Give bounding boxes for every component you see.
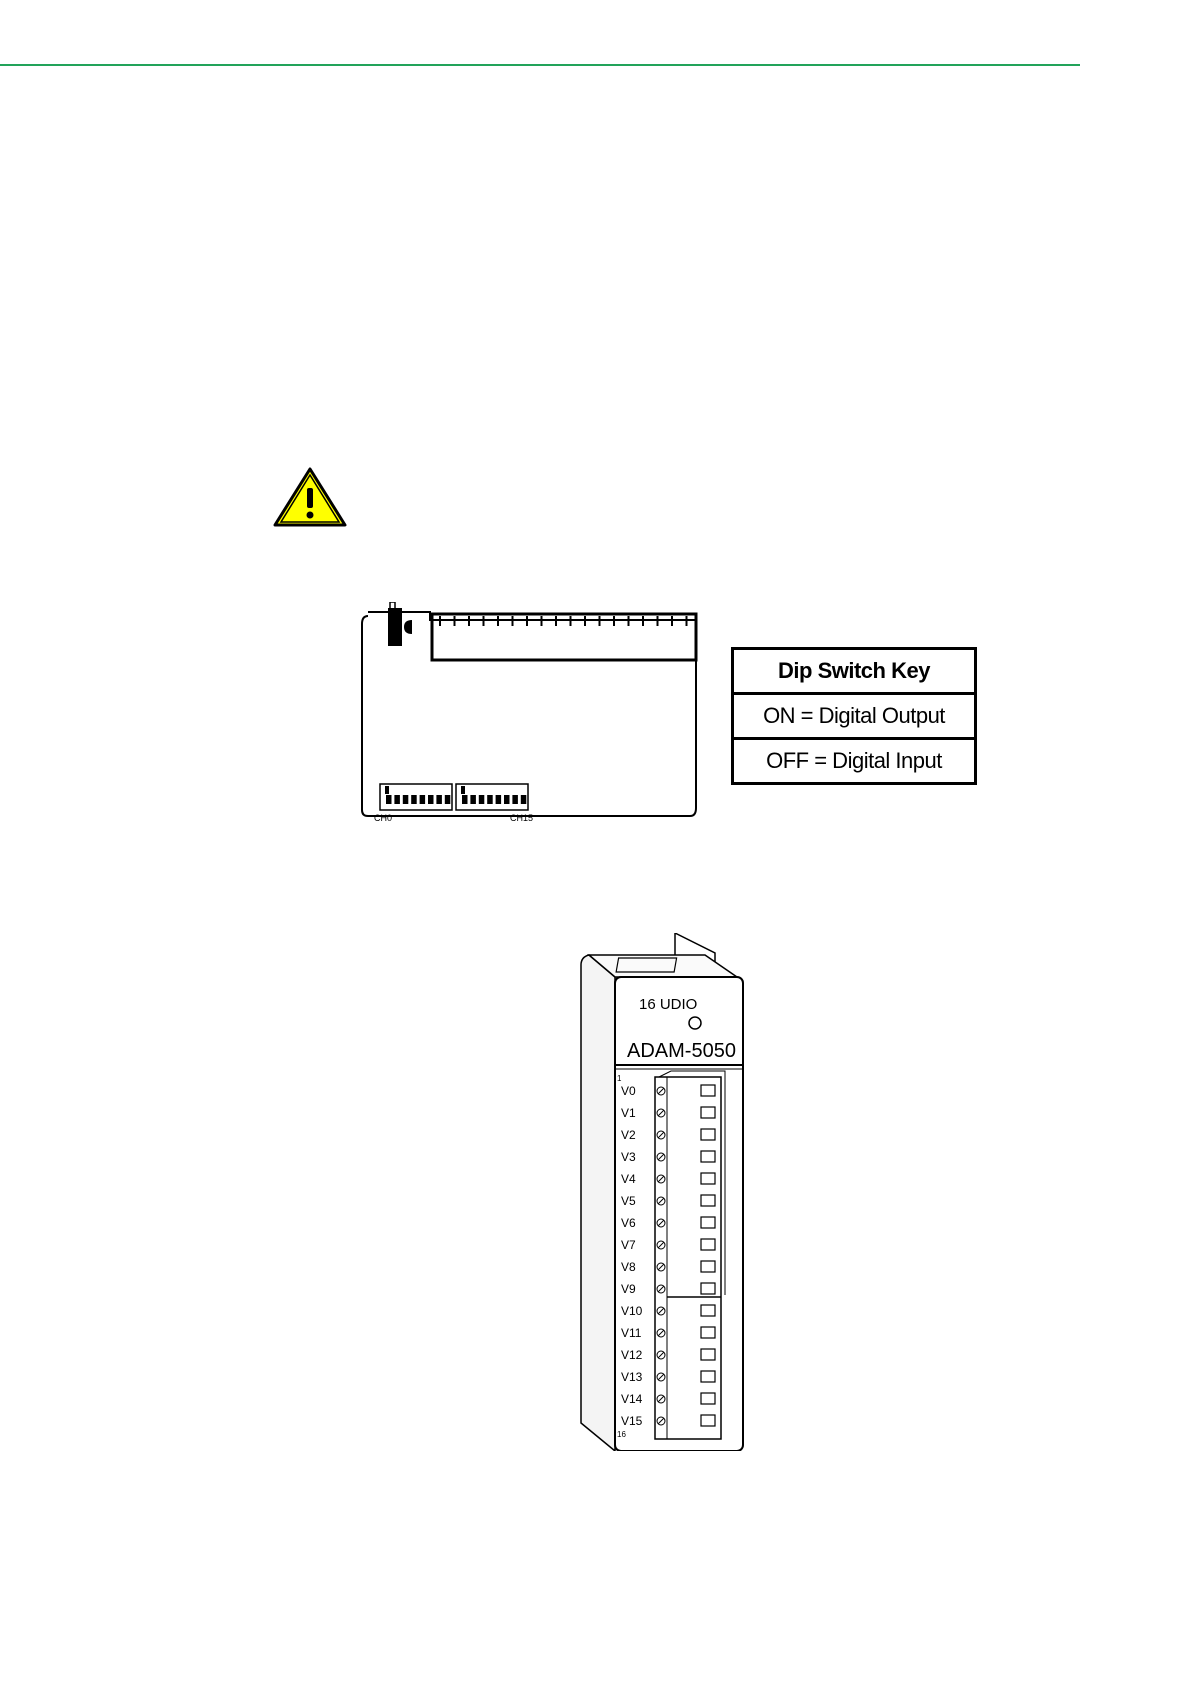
- channel-label: V0: [621, 1084, 636, 1098]
- dip-switch: [512, 795, 518, 804]
- dip-switch: [496, 795, 502, 804]
- dip-switch: [428, 795, 434, 804]
- channel-label: V1: [621, 1106, 636, 1120]
- dip-switch: [386, 795, 392, 804]
- module-model: ADAM-5050: [627, 1040, 736, 1062]
- channel-label: V4: [621, 1172, 636, 1186]
- channel-label: V10: [621, 1304, 643, 1318]
- connector-block: [388, 608, 402, 646]
- key-on-row: ON = Digital Output: [733, 694, 976, 739]
- dip-left-label: CH0: [374, 813, 393, 822]
- dip-switch: [521, 795, 527, 804]
- dip-switch: [470, 795, 476, 804]
- dip-switch: [479, 795, 485, 804]
- dip-switch: [394, 795, 400, 804]
- warning-triangle-icon: [272, 466, 348, 528]
- channel-label: V13: [621, 1370, 643, 1384]
- channel-label: V2: [621, 1128, 636, 1142]
- channel-label: V14: [621, 1392, 643, 1406]
- pin-bottom-label: 16: [617, 1430, 626, 1439]
- header-rule: [0, 64, 1080, 66]
- dip-switch-key-table: [731, 647, 977, 785]
- channel-label: V8: [621, 1260, 636, 1274]
- channel-label: V5: [621, 1194, 636, 1208]
- dip-switch: [436, 795, 442, 804]
- key-title: Dip Switch Key: [778, 658, 930, 683]
- dip-switch: [445, 795, 451, 804]
- dip-switch: [420, 795, 426, 804]
- channel-label: V11: [621, 1326, 642, 1340]
- dip-switch: [504, 795, 510, 804]
- dip-switch: [411, 795, 417, 804]
- dip-switch: [403, 795, 409, 804]
- channel-label: V9: [621, 1282, 636, 1296]
- dip-switch: [487, 795, 493, 804]
- channel-label: V15: [621, 1414, 643, 1428]
- key-off-row: OFF = Digital Input: [733, 739, 976, 784]
- pin-top-label: 1: [617, 1074, 622, 1083]
- board-outline: [362, 612, 696, 816]
- dip-right-label: CH15: [510, 813, 534, 822]
- dip-switch: [462, 795, 468, 804]
- module-channel-type: 16 UDIO: [639, 996, 698, 1013]
- dip-switch-board-diagram: [360, 602, 700, 822]
- channel-label: V6: [621, 1216, 636, 1230]
- channel-label: V3: [621, 1150, 636, 1164]
- adam-module-diagram: [575, 933, 750, 1451]
- channel-label: V7: [621, 1238, 636, 1252]
- channel-label: V12: [621, 1348, 643, 1362]
